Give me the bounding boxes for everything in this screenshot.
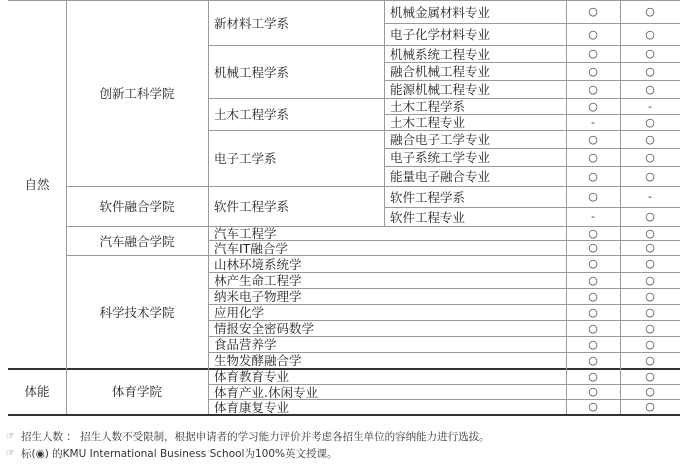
department-name: 体育教育专业 [214, 369, 290, 384]
offer-mark-2: ○ [645, 150, 655, 164]
row-divider [208, 399, 680, 400]
row-divider [384, 23, 680, 24]
hand-pointer-icon: ☞ [6, 430, 15, 442]
offer-mark-1: ○ [588, 190, 598, 203]
column-divider [384, 98, 385, 130]
offer-mark-2: ○ [645, 305, 655, 319]
column-divider [620, 0, 621, 414]
offer-mark-2: ○ [645, 115, 655, 129]
footnote-1 [6, 428, 490, 444]
department-name: 山林环境系统学 [214, 256, 302, 272]
row-divider [208, 320, 680, 321]
offer-mark-1: ○ [588, 47, 598, 60]
department-name: 汽车IT融合学 [214, 240, 288, 256]
offer-mark-2: ○ [645, 210, 655, 223]
offer-mark-2: ○ [645, 273, 655, 287]
major-name: 土木工程学系 [390, 99, 466, 114]
college-name: 创新工科学院 [99, 86, 175, 101]
major-name: 能源机械工程专业 [390, 82, 491, 97]
offer-mark-2: ○ [645, 5, 655, 18]
row-divider [66, 226, 680, 227]
major-name: 电子系统工学专业 [390, 150, 491, 165]
major-name: 融合机械工程专业 [390, 64, 491, 79]
department-name: 林产生命工程学 [214, 273, 302, 288]
row-divider [66, 255, 680, 256]
row-divider [208, 240, 680, 241]
row-divider [208, 98, 680, 99]
college-name: 科学技术学院 [99, 304, 175, 320]
offer-mark-1: ○ [588, 369, 598, 383]
row-divider [8, 414, 680, 416]
offer-mark-1: ○ [588, 5, 598, 18]
row-divider [384, 148, 680, 149]
major-name: 机械金属材料专业 [390, 4, 491, 20]
offer-mark-1: - [591, 210, 595, 223]
offer-mark-2: ○ [645, 132, 655, 146]
row-divider [384, 62, 680, 63]
offer-mark-2: ○ [645, 226, 655, 240]
column-divider [384, 130, 385, 186]
offer-mark-1: ○ [588, 400, 598, 413]
row-divider [384, 80, 680, 81]
major-name: 机械系统工程专业 [390, 46, 491, 62]
offer-mark-1: ○ [588, 321, 598, 335]
offer-mark-2: ○ [645, 241, 655, 254]
row-divider [384, 166, 680, 167]
column-divider [208, 0, 209, 414]
column-divider [384, 186, 385, 226]
offer-mark-1: ○ [588, 289, 598, 303]
field-name: 自然 [24, 177, 50, 192]
row-divider [8, 368, 680, 370]
offer-mark-1: ○ [588, 241, 598, 254]
offer-mark-1: ○ [588, 150, 598, 164]
major-name: 土木工程专业 [390, 115, 466, 130]
offer-mark-1: ○ [588, 273, 598, 287]
department-name: 机械工程学系 [214, 64, 290, 80]
offer-mark-2: ○ [645, 257, 655, 270]
offer-mark-2: ○ [645, 27, 655, 41]
offer-mark-1: ○ [588, 64, 598, 78]
department-name: 应用化学 [214, 305, 265, 320]
row-divider [66, 186, 680, 187]
department-name: 新材料工学系 [214, 15, 290, 31]
major-name: 软件工程专业 [390, 209, 466, 225]
department-name: 体育产业.休闲专业 [214, 384, 318, 400]
offer-mark-2: ○ [645, 369, 655, 383]
row-divider [384, 114, 680, 115]
row-divider [384, 207, 680, 208]
offer-mark-2: ○ [645, 400, 655, 413]
offer-mark-2: - [648, 99, 652, 113]
offer-mark-2: ○ [645, 169, 655, 183]
offer-mark-2: ○ [645, 353, 655, 367]
column-divider [566, 0, 567, 414]
major-name: 电子化学材料专业 [390, 27, 491, 42]
row-divider [208, 272, 680, 273]
offer-mark-1: ○ [588, 305, 598, 319]
department-name: 食品营养学 [214, 337, 277, 352]
row-divider [208, 130, 680, 131]
footnote-2 [6, 445, 338, 461]
college-name: 体育学院 [111, 384, 162, 399]
offer-mark-2: - [648, 190, 652, 203]
department-name: 软件工程学系 [214, 199, 290, 214]
row-divider [208, 288, 680, 289]
offer-mark-2: ○ [645, 337, 655, 351]
offer-mark-2: ○ [645, 47, 655, 60]
field-name: 体能 [24, 384, 50, 399]
offer-mark-1: ○ [588, 99, 598, 113]
row-divider [8, 0, 680, 1]
department-name: 电子工学系 [214, 151, 277, 166]
row-divider [208, 384, 680, 385]
department-name: 汽车工程学 [214, 226, 277, 241]
offer-mark-1: ○ [588, 27, 598, 41]
offer-mark-1: ○ [588, 132, 598, 146]
offer-mark-1: - [591, 115, 595, 129]
row-divider [208, 45, 680, 46]
offer-mark-1: ○ [588, 257, 598, 270]
column-divider [384, 45, 385, 98]
offer-mark-1: ○ [588, 385, 598, 398]
offer-mark-1: ○ [588, 353, 598, 367]
footnote-2-text: 标(◉) 的KMU International Business School为100%英文授课。 [20, 447, 338, 460]
college-name: 汽车融合学院 [99, 233, 175, 249]
college-name: 软件融合学院 [99, 199, 175, 214]
row-divider [208, 352, 680, 353]
footnote-1-text: 招生人数 ： 招生人数不受限制，根据申请者的学习能力评价并考虑各招生单位的容纳能力进行选拔。 [20, 430, 490, 443]
offer-mark-2: ○ [645, 289, 655, 303]
major-name: 软件工程学系 [390, 189, 466, 205]
department-name: 土木工程学系 [214, 107, 290, 122]
hand-pointer-icon: ☞ [6, 447, 15, 459]
offer-mark-2: ○ [645, 82, 655, 96]
row-divider [208, 336, 680, 337]
offer-mark-1: ○ [588, 169, 598, 183]
department-name: 生物发酵融合学 [214, 353, 302, 368]
department-name: 情报安全密码数学 [214, 321, 315, 336]
offer-mark-2: ○ [645, 64, 655, 78]
major-name: 融合电子工学专业 [390, 132, 491, 147]
department-name: 体育康复专业 [214, 399, 290, 415]
offer-mark-2: ○ [645, 385, 655, 398]
offer-mark-1: ○ [588, 337, 598, 351]
column-divider [66, 0, 67, 414]
offer-mark-1: ○ [588, 226, 598, 240]
major-name: 能量电子融合专业 [390, 169, 491, 184]
department-name: 纳米电子物理学 [214, 289, 302, 304]
offer-mark-1: ○ [588, 82, 598, 96]
offer-mark-2: ○ [645, 321, 655, 335]
column-divider [384, 0, 385, 45]
row-divider [208, 304, 680, 305]
